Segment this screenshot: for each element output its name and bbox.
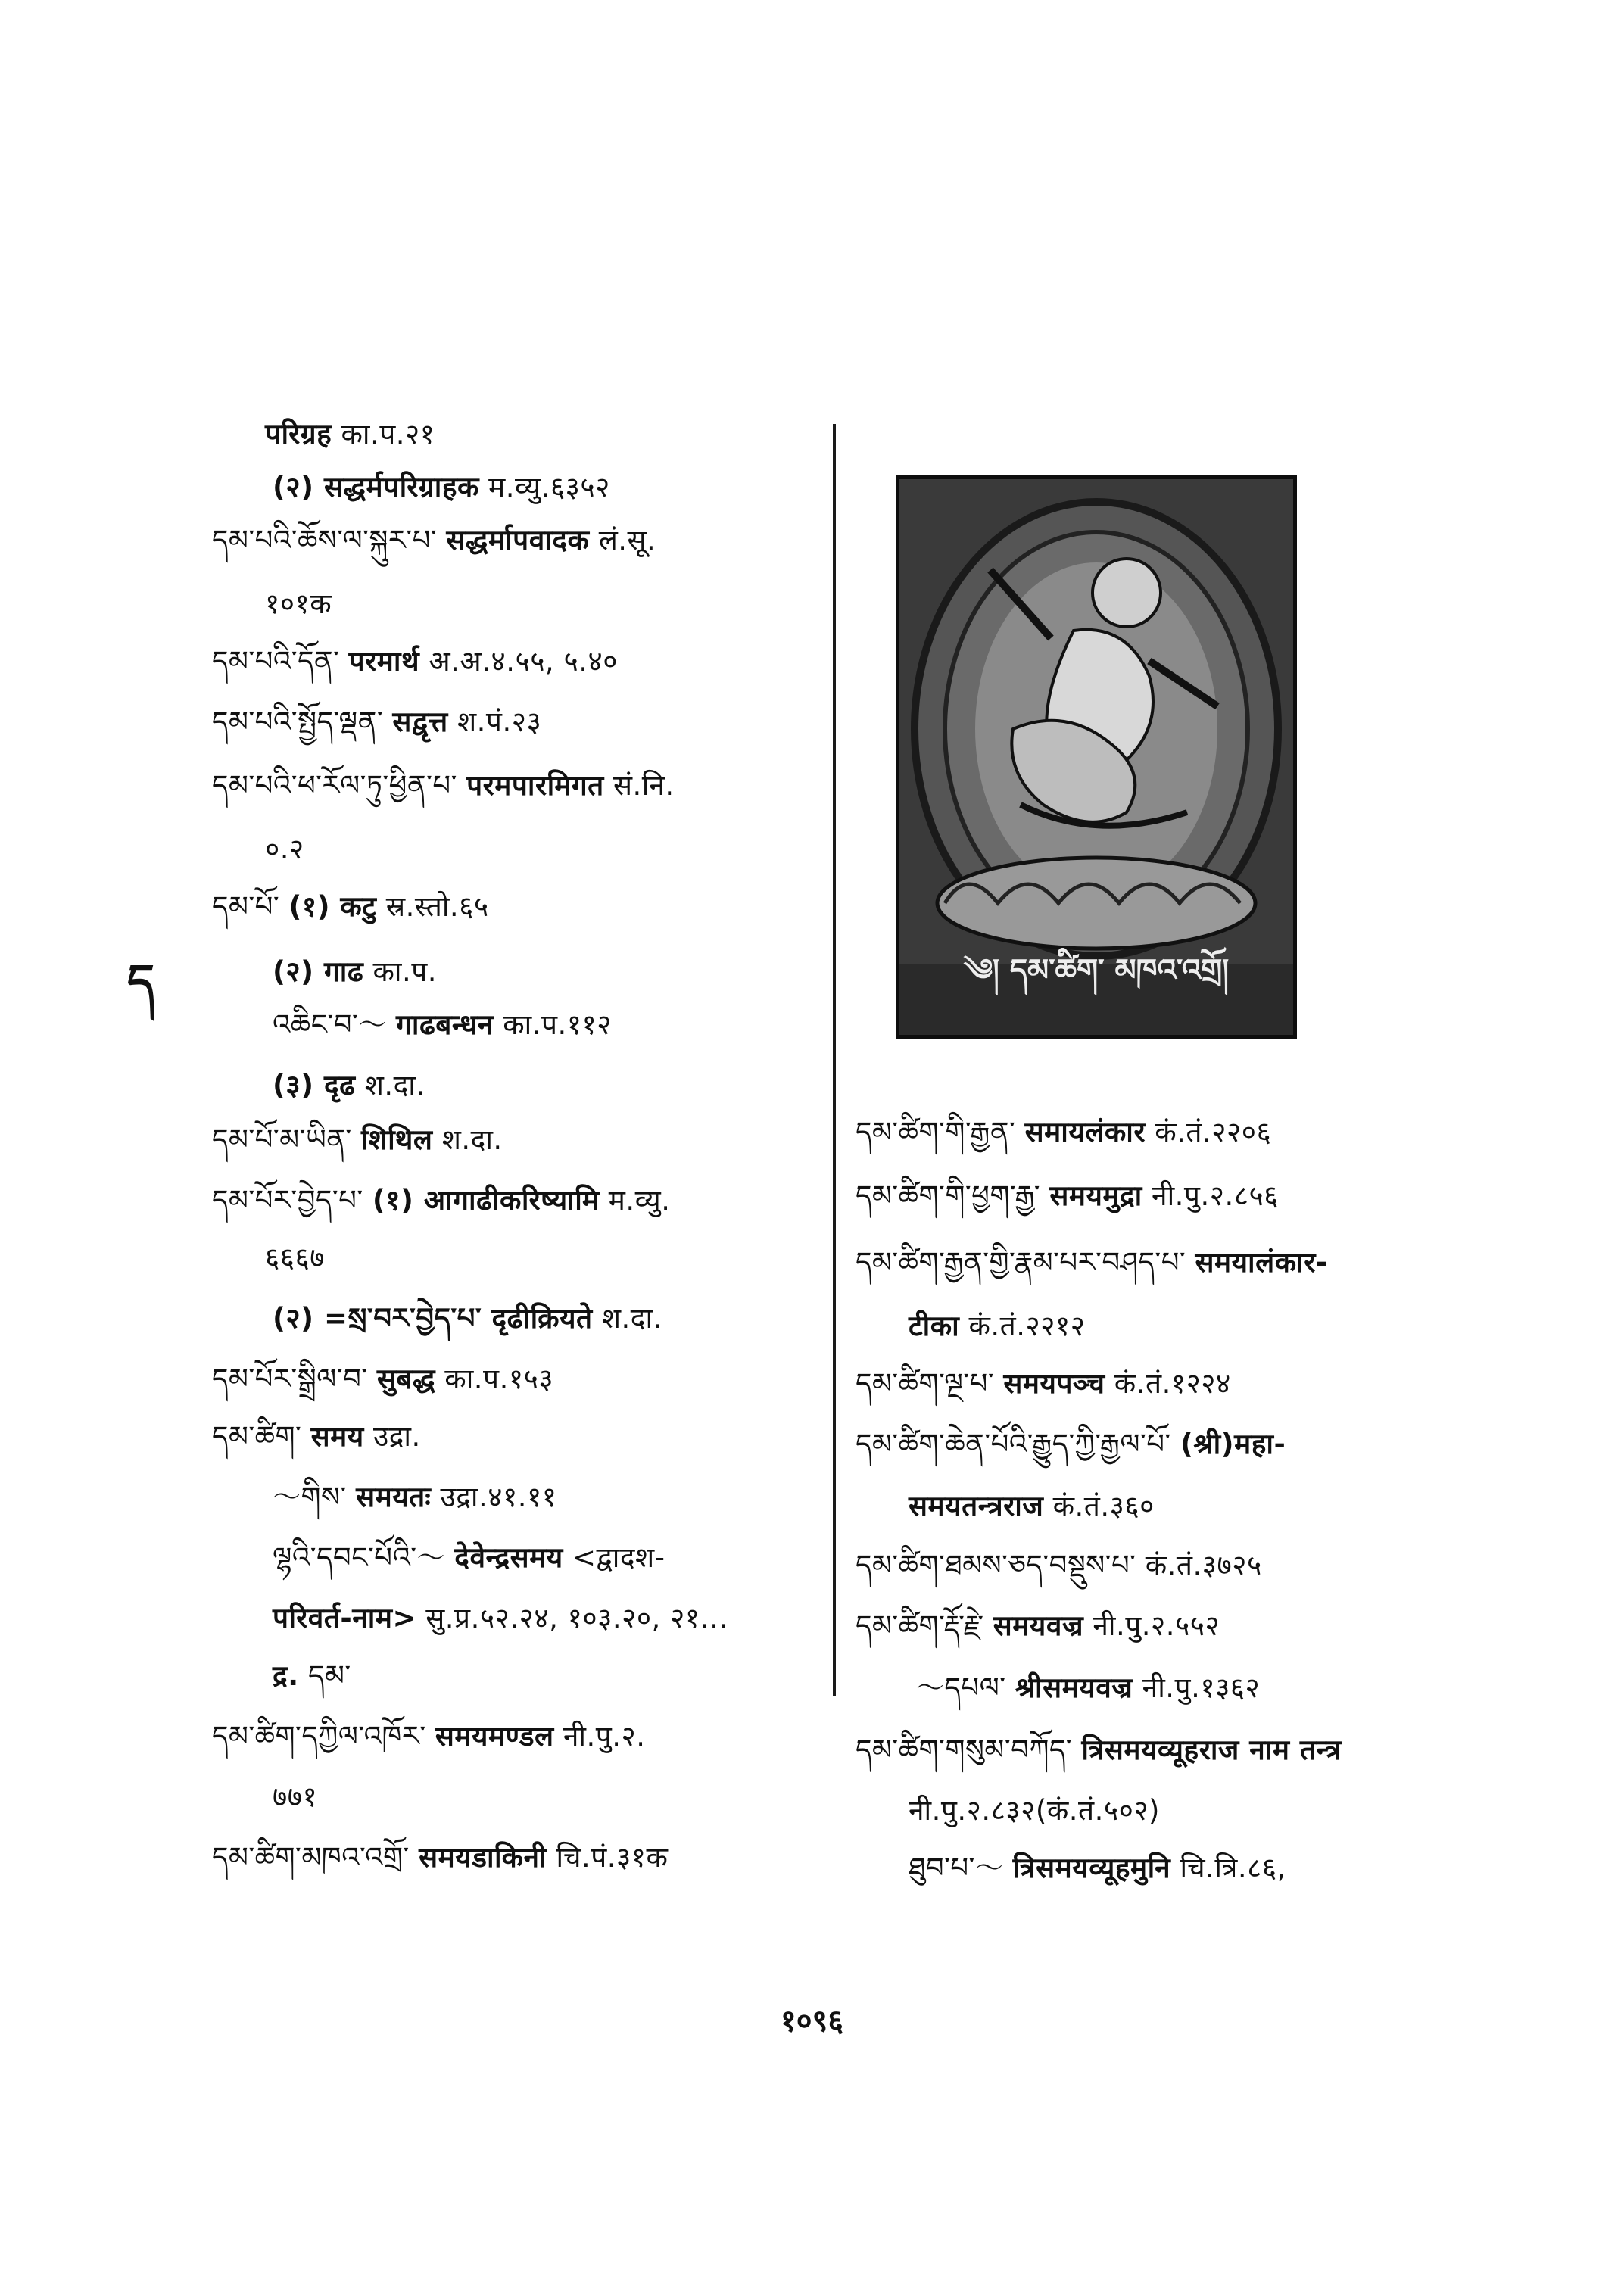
source-reference: कं.तं.२२१२ [968,1310,1086,1342]
source-reference: चि.पं.३१क [556,1841,669,1874]
sanskrit-equivalent: समायलंकार [1024,1116,1146,1148]
entry-line [909,1852,1286,1885]
tibetan-headword: ～གིས་ [273,1481,347,1513]
entry-line [212,1363,553,1396]
sanskrit-equivalent: (२) =སྲ་བར་བྱེད་པ་ दृढीक्रियते [273,1302,593,1335]
tibetan-headword: དམ་ཚིག་རྒྱན་གྱི་རྣམ་པར་བཤད་པ་ [856,1246,1186,1279]
tibetan-headword: དམ་ཚིག་ [212,1420,302,1453]
entry-line [212,1841,668,1874]
sanskrit-equivalent: परिग्रह [265,418,332,450]
source-reference: स्र.स्तो.६५ [385,890,489,923]
entry-line [212,1720,646,1753]
source-reference: नी.पु.२.८५६ [1152,1179,1279,1212]
tibetan-headword: དམ་པོར་བྱེད་པ་ [212,1184,363,1217]
entry-line [273,1008,612,1042]
sanskrit-equivalent: सद्वृत्त [392,706,448,738]
tibetan-headword: དམ་ཚིག་ཐམས་ཅད་བསྡུས་པ་ [856,1549,1136,1581]
entry-line [856,1116,1271,1149]
tibetan-headword: དམ་ཚིག་ཆེན་པོའི་རྒྱུད་ཀྱི་རྒྱལ་པོ་ [856,1428,1171,1460]
source-reference: का.प. [372,955,437,988]
tibetan-headword: ཐུབ་པ་～ [909,1852,1004,1884]
entry-line [273,1781,317,1814]
source-reference: नी.पु.२. [563,1720,646,1752]
source-reference: ०.२ [265,833,304,865]
sanskrit-equivalent: श्रीसमयवज्र [1015,1671,1133,1704]
tibetan-headword: དམ་པོར་སྒྲིལ་བ་ [212,1363,368,1395]
sanskrit-equivalent: समयवज्र [993,1609,1084,1642]
sanskrit-equivalent: (१) आगाढीकरिष्यामि [372,1184,600,1217]
entry-line [212,645,618,678]
sanskrit-equivalent: टीका [909,1310,960,1342]
sanskrit-equivalent: समयपञ्च [1003,1367,1105,1400]
tibetan-headword: དམ་པའི་སྤྱོད་ལྡན་ [212,706,384,738]
tibetan-headword: དམ་ཚིག་མཁའ་འགྲོ་ [212,1841,410,1874]
source-reference: कं.तं.३७२५ [1145,1549,1262,1581]
tibetan-headword: དམ་ཚིག་དཀྱིལ་འཁོར་ [212,1720,426,1752]
tibetan-headword: དམ་ཚིག་རྡོ་རྗེ་ [856,1609,984,1642]
entry-line [856,1246,1328,1279]
source-reference: <द्वादश- [572,1541,665,1574]
sanskrit-equivalent: (२) गाढ [273,955,364,988]
source-reference: म.व्यु.६३५२ [488,471,610,503]
sanskrit-equivalent: परिवर्त-नाम> [273,1602,416,1634]
entry-line [212,1420,421,1453]
source-reference: नी.पु.२.५५२ [1093,1609,1220,1642]
entry-line [856,1734,1342,1767]
entry-line [856,1428,1286,1461]
source-reference: का.प.११२ [503,1008,612,1041]
source-reference: ६६६७ [265,1242,325,1274]
source-reference: श.पं.२३ [457,706,542,738]
sanskrit-equivalent: परमपारमिगत [466,769,604,802]
entry-line [909,1310,1086,1343]
source-reference: ७७१ [273,1781,318,1813]
sanskrit-equivalent: गाढबन्धन [396,1008,494,1041]
sanskrit-equivalent: समय [310,1420,364,1453]
deity-illustration [896,475,1297,1039]
tibetan-headword: ལྷའི་དབང་པོའི་～ [273,1541,446,1574]
sanskrit-equivalent: त्रिसमयव्यूहमुनि [1012,1852,1171,1884]
tibetan-headword: འཆིང་བ་～ [273,1008,387,1041]
entry-line [856,1179,1279,1213]
source-reference: सु.प्र.५२.२४, १०३.२०, २१… [425,1602,729,1634]
source-reference: उद्रा. [372,1420,421,1453]
entry-line [273,1481,557,1514]
source-reference: का.प.१५३ [444,1363,554,1395]
sanskrit-equivalent: समयमुद्रा [1049,1179,1142,1212]
entry-line [212,890,489,924]
entry-line [273,1602,728,1635]
entry-line [273,1069,425,1102]
source-reference: श.दा. [601,1302,662,1335]
source-reference: श.दा. [441,1123,503,1156]
source-reference: म.व्यु. [608,1184,671,1217]
sanskrit-equivalent: समयतः [356,1481,432,1513]
sanskrit-equivalent: सुबद्ध [376,1363,436,1395]
tibetan-headword: དམ་ཚིག་གི་ཕྱག་རྒྱ་ [856,1179,1041,1212]
tibetan-headword: དམ་པའི་ཕ་རོལ་ཏུ་ཕྱིན་པ་ [212,769,457,802]
sanskrit-equivalent: (२) सद्धर्मपरिग्राहक [273,471,479,503]
source-reference: चि.त्रि.८६, [1180,1852,1286,1884]
tibetan-headword: དམ་ཚིག་གསུམ་བཀོད་ [856,1734,1073,1766]
entry-line [273,955,437,989]
tibetan-headword: ～དཔལ་ [916,1671,1006,1704]
entry-line [909,1490,1155,1523]
entry-line [909,1794,1160,1827]
sanskrit-equivalent: परमार्थ [348,645,420,678]
source-reference: उद्रा.४१.११ [440,1481,557,1513]
entry-line [212,769,675,802]
entry-line [273,1302,662,1335]
entry-line [273,471,610,504]
entry-line [212,1123,503,1157]
page-number: १०९६ [780,2004,844,2039]
entry-line [273,1659,351,1693]
sanskrit-equivalent: (श्री)महा- [1180,1428,1286,1460]
sanskrit-equivalent: समयडाकिनी [419,1841,547,1874]
entry-line [856,1549,1262,1582]
entry-line [265,1242,325,1275]
sanskrit-equivalent: त्रिसमयव्यूहराज नाम तन्त्र [1081,1734,1342,1766]
tibetan-headword: དམ་ཚིག་གི་རྒྱན་ [856,1116,1016,1148]
entry-line [212,706,541,739]
source-reference: नी.पु.१३६२ [1142,1671,1261,1704]
entry-line [265,418,435,451]
source-reference: कं.तं.३६० [1052,1490,1155,1522]
entry-line [916,1671,1260,1705]
source-reference: का.प.२१ [341,418,435,450]
entry-line [265,833,304,866]
column-divider [833,424,836,1696]
illustration-caption: ༄། དམ་ཚིག་ མཁའ་འགྲོ། [963,952,1230,988]
source-reference: सं.नि. [613,769,675,802]
tibetan-headword: དམ་ཚིག་ལྔ་པ་ [856,1367,995,1400]
source-reference: कं.तं.२२०६ [1155,1116,1272,1148]
tibetan-headword: དམ་པའི་ཆོས་ལ་སྐུར་པ་ [212,524,438,556]
margin-section-letter: ད [127,954,154,1009]
sanskrit-equivalent: समयालंकार- [1195,1246,1328,1279]
sanskrit-equivalent: समयतन्त्रराज [909,1490,1044,1522]
source-reference: अ.अ.४.५५, ५.४० [429,645,618,678]
entry-line [856,1367,1231,1400]
sanskrit-equivalent: शिथिल [360,1123,433,1156]
sanskrit-equivalent: द्र. [273,1659,299,1692]
sanskrit-equivalent: देवेन्द्रसमय [454,1541,563,1574]
entry-line [856,1609,1220,1643]
tibetan-headword: དམ་པའི་དོན་ [212,645,340,678]
source-reference: १०१क [265,587,332,620]
entry-line [273,1541,665,1575]
sanskrit-equivalent: समयमण्डल [435,1720,554,1752]
source-reference: श.दा. [364,1069,425,1101]
entry-line [212,1184,671,1217]
source-reference: लं.सू. [598,524,656,556]
sanskrit-equivalent: सद्धर्मापवादक [446,524,590,556]
source-reference: དམ་ [307,1659,351,1692]
tibetan-headword: དམ་པོ་མ་ཡིན་ [212,1123,352,1156]
source-reference: कं.तं.१२२४ [1114,1367,1231,1400]
entry-line [265,587,332,621]
sanskrit-equivalent: (३) दृढ [273,1069,356,1101]
source-reference: नी.पु.२.८३२(कं.तं.५०२) [909,1794,1160,1827]
sanskrit-equivalent: (१) कटु [288,890,377,923]
entry-line [212,524,656,557]
tibetan-headword: དམ་པོ་ [212,890,280,923]
